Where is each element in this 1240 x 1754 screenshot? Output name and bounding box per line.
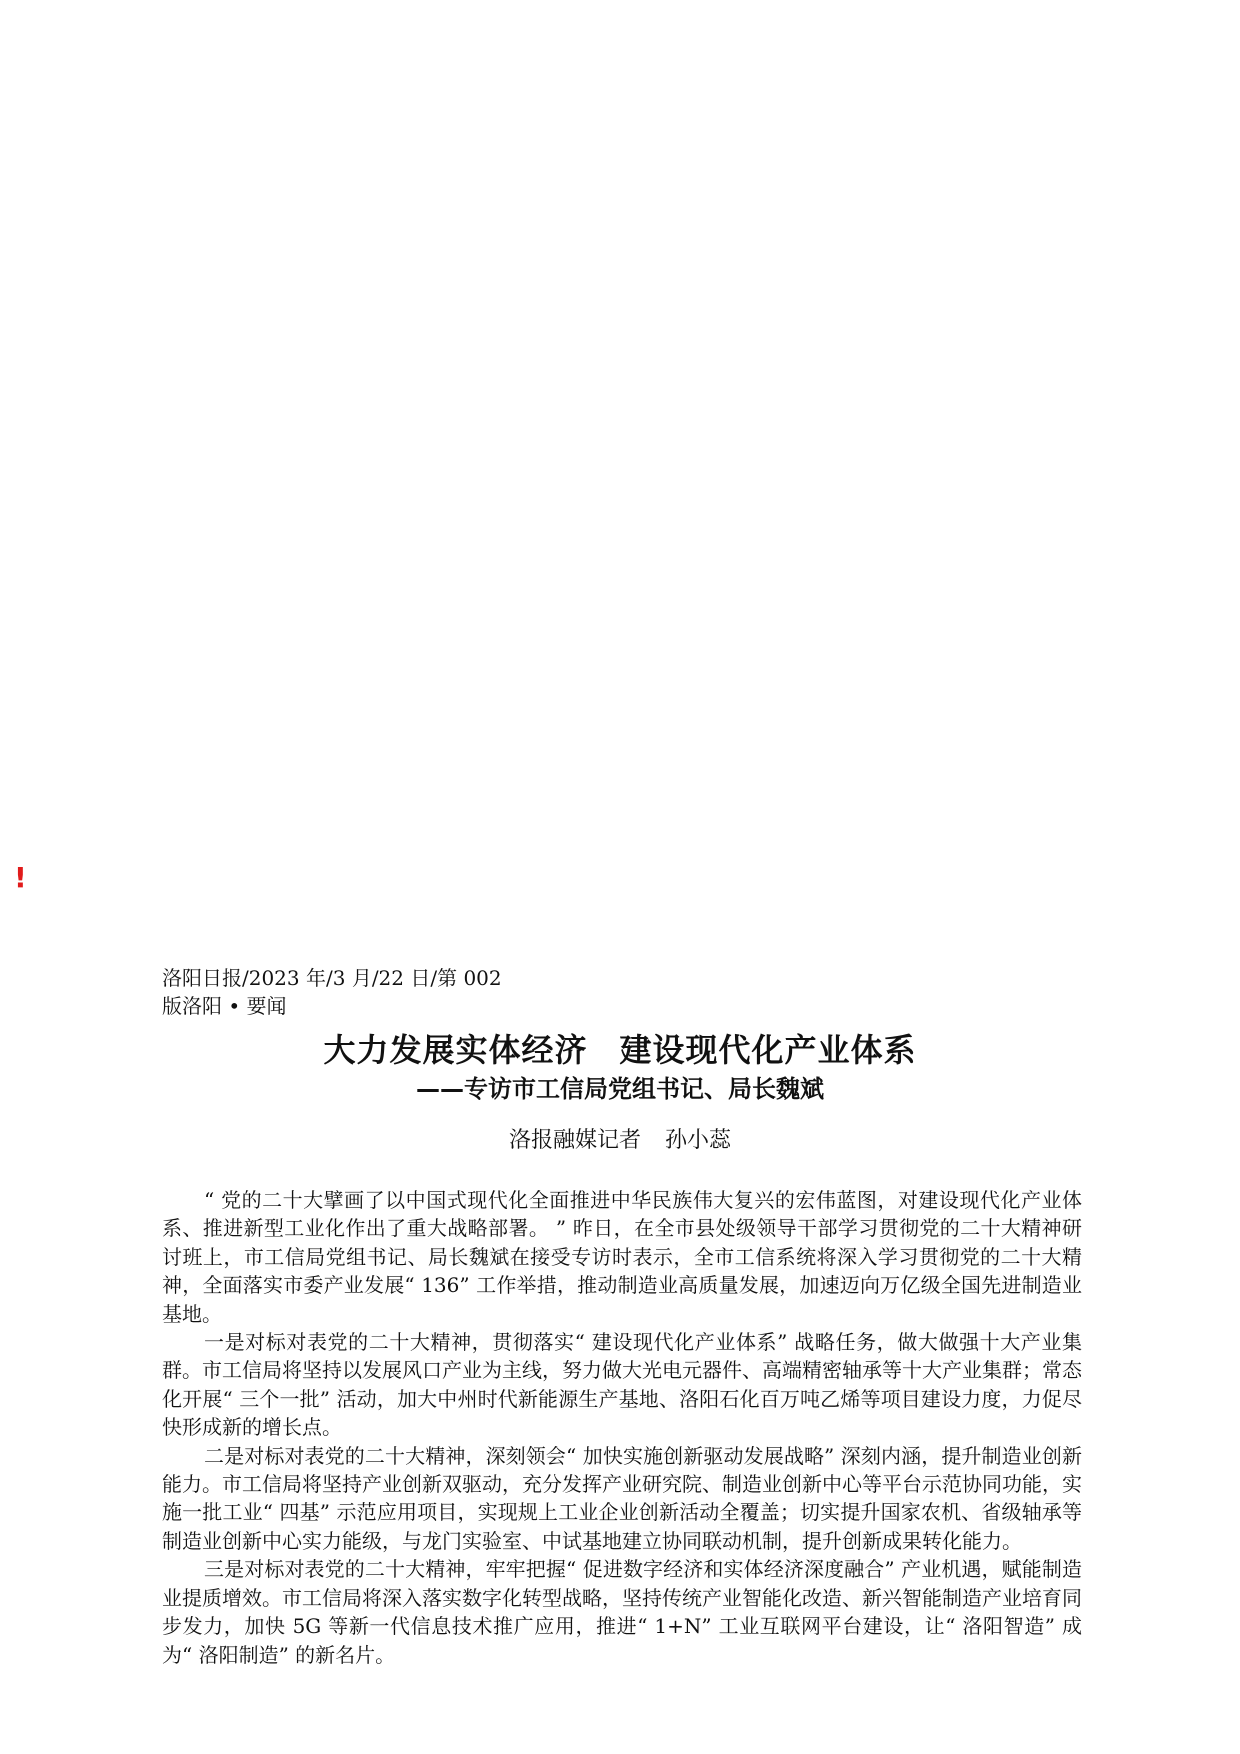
- headline-part-2: 建设现代化产业体系: [619, 1031, 917, 1069]
- paragraph-4: 三是对标对表党的二十大精神，牢牢把握“ 促进数字经济和实体经济深度融合” 产业机遇，赋能制造业提质增效。市工信局将深入落实数字化转型战略，坚持传统产业智能化改造、新兴智能制造产业培育同步发力，加快 5G 等新一代信息技术推广应用，推进“ 1+N” 工业互联网平台建设，让“ 洛阳智造” 成为“ 洛阳制造” 的新名片。: [162, 1557, 1082, 1667]
- source-line-1: 洛阳日报/2023 年/3 月/22 日/第 002: [162, 966, 502, 990]
- byline: [0, 1126, 1240, 1156]
- paragraph-1: “ 党的二十大擘画了以中国式现代化全面推进中华民族伟大复兴的宏伟蓝图，对建设现代化产业体系、推进新型工业化作出了重大战略部署。 ” 昨日，在全市县处级领导干部学习贯彻党的二十大精神研讨班上，市工信局党组书记、局长魏斌在接受专访时表示，全市工信系统将深入学习贯彻党的二十大精神，全面落实市委产业发展“ 136” 工作举措，推动制造业高质量发展，加速迈向万亿级全国先进制造业基地。: [162, 1188, 1082, 1326]
- paragraph-3: 二是对标对表党的二十大精神，深刻领会“ 加快实施创新驱动发展战略” 深刻内涵，提升制造业创新能力。市工信局将坚持产业创新双驱动，充分发挥产业研究院、制造业创新中心等平台示范协同功能，实施一批工业“ 四基” 示范应用项目，实现规上工业企业创新活动全覆盖；切实提升国家农机、省级轴承等制造业创新中心实力能级，与龙门实验室、中试基地建立协同联动机制，提升创新成果转化能力。: [162, 1443, 1082, 1553]
- source-line-2: 版洛阳 • 要闻: [162, 994, 287, 1018]
- headline-part-1: 大力发展实体经济: [323, 1031, 588, 1069]
- source-info: [162, 964, 582, 1020]
- byline-name: 孙小蕊: [665, 1128, 732, 1153]
- red-exclamation-mark: !: [14, 861, 27, 894]
- paragraph-2: 一是对标对表党的二十大精神，贯彻落实“ 建设现代化产业体系” 战略任务，做大做强十大产业集群。市工信局将坚持以发展风口产业为主线，努力做大光电元器件、高端精密轴承等十大产业集群；常态化开展“ 三个一批” 活动，加大中州时代新能源生产基地、洛阳石化百万吨乙烯等项目建设力度，力促尽快形成新的增长点。: [162, 1330, 1082, 1440]
- subtitle: ——专访市工信局党组书记、局长魏斌: [416, 1075, 824, 1103]
- headline: [0, 1030, 1240, 1070]
- byline-outlet: 洛报融媒记者: [508, 1128, 641, 1153]
- article-body: [162, 1186, 1082, 1669]
